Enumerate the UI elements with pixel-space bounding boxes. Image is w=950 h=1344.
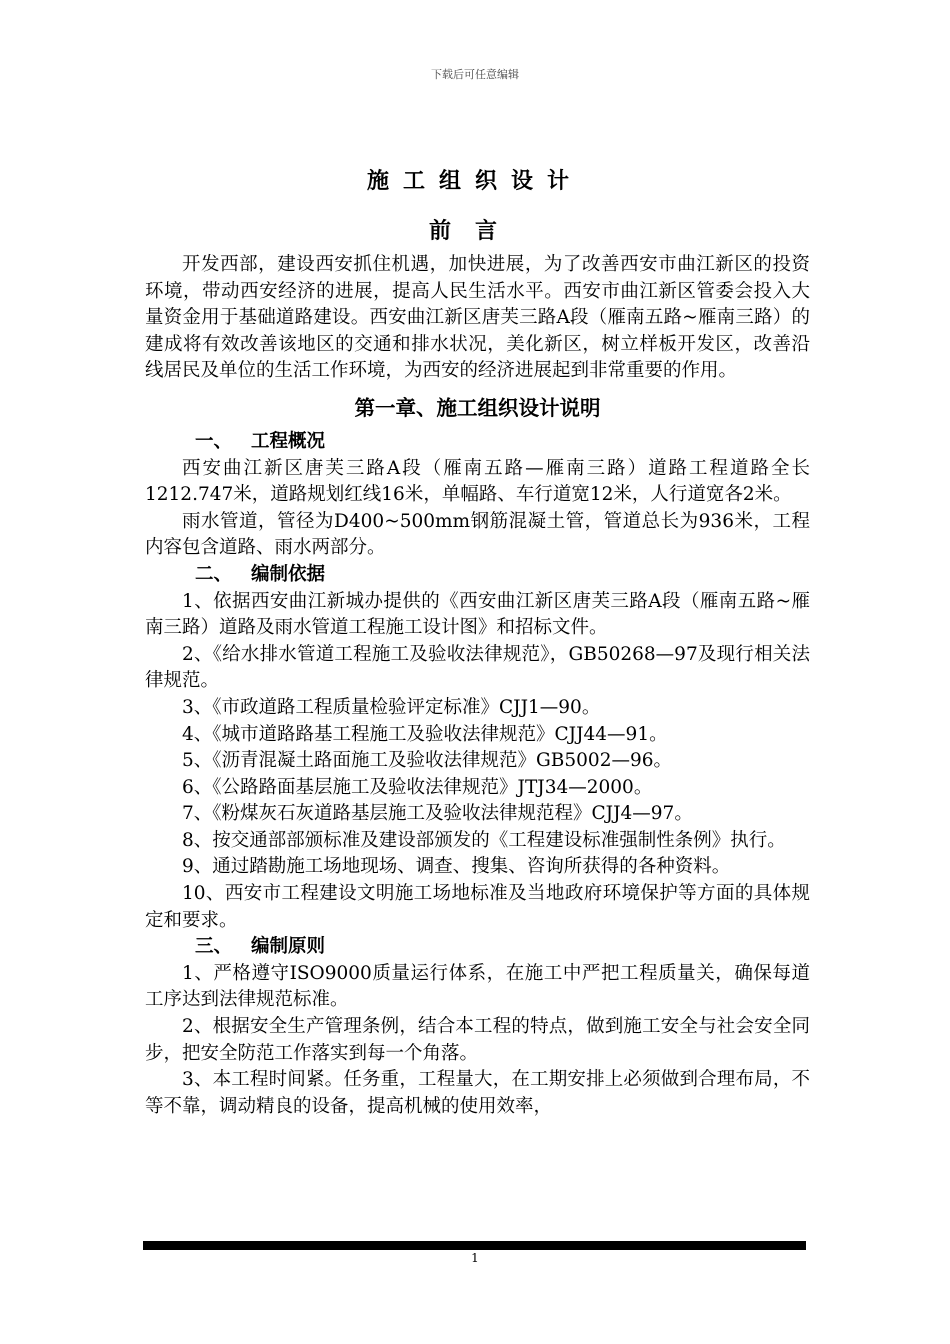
paragraph: 雨水管道，管径为D400~500mm钢筋混凝土管，管道总长为936米，工程内容包含道路、雨水两部分。: [145, 510, 810, 559]
paragraph: 2、根据安全生产管理条例，结合本工程的特点，做到施工安全与社会安全同步，把安全防范工作落实到每一个角落。: [145, 1016, 810, 1064]
section-heading: [145, 934, 810, 961]
section-number: 二、: [195, 563, 233, 585]
paragraph: 1、严格遵守ISO9000质量运行体系，在施工中严把工程质量关，确保每道工序达到法律规范标准。: [145, 962, 810, 1011]
section-number: 三、: [195, 936, 233, 958]
section-number: 一、: [195, 430, 233, 452]
paragraph: 9、通过踏勘施工场地现场、调查、搜集、咨询所获得的各种资料。: [182, 856, 731, 878]
paragraph: 8、按交通部部颁标准及建设部颁发的《工程建设标准强制性条例》执行。: [182, 829, 786, 851]
paragraph: 10、西安市工程建设文明施工场地标准及当地政府环境保护等方面的具体规定和要求。: [145, 883, 810, 931]
paragraph: 4、《城市道路路基工程施工及验收法律规范》CJJ44—91。: [182, 723, 668, 745]
section-title: 工程概况: [251, 430, 326, 452]
document-title: 施工组织设计: [366, 168, 583, 194]
paragraph: 6、《公路路面基层施工及验收法律规范》JTJ34—2000。: [182, 776, 653, 798]
page-number: 1: [471, 1251, 479, 1265]
document-body: [145, 252, 810, 1120]
section-title: 编制依据: [251, 563, 326, 585]
preface-title: 前言: [428, 218, 521, 244]
paragraph: 2、《给水排水管道工程施工及验收法律规范》，GB50268—97及现行相关法律规范。: [145, 643, 810, 692]
paragraph: 7、《粉煤灰石灰道路基层施工及验收法律规范程》CJJ4—97。: [182, 803, 693, 825]
footer-rule: [143, 1241, 806, 1250]
paragraph: 西安曲江新区唐芙三路A段（雁南五路—雁南三路）道路工程道路全长1212.747米，道路规划红线16米，单幅路、车行道宽12米，人行道宽各2米。: [145, 457, 810, 506]
paragraph: 1、依据西安曲江新城办提供的《西安曲江新区唐芙三路A段（雁南五路~雁南三路）道路及雨水管道工程施工设计图》和招标文件。: [145, 590, 810, 639]
paragraph: 5、《沥青混凝土路面施工及验收法律规范》GB5002—96。: [182, 750, 673, 772]
chapter-title: 第一章、施工组织设计说明: [354, 395, 601, 420]
section-title: 编制原则: [251, 936, 326, 958]
section-heading: [145, 562, 810, 589]
preface-paragraph: 开发西部，建设西安抓住机遇，加快进展，为了改善西安市曲江新区的投资环境，带动西安经济的进展，提高人民生活水平。西安市曲江新区管委会投入大量资金用于基础道路建设。西安曲江新区唐芙三路A段（雁南五路~雁南三路）的建成将有效改善该地区的交通和排水状况，美化新区，树立样板开发区，改善沿线居民及单位的生活工作环境，为西安的经济进展起到非常重要的作用。: [145, 254, 810, 382]
header-note: 下载后可任意编辑: [431, 68, 519, 81]
paragraph: 3、《市政道路工程质量检验评定标准》CJJ1—90。: [182, 696, 601, 718]
section-heading: [145, 429, 810, 456]
paragraph: 3、本工程时间紧。任务重，工程量大，在工期安排上必须做到合理布局，不等不靠，调动精良的设备，提高机械的使用效率，: [145, 1069, 810, 1117]
